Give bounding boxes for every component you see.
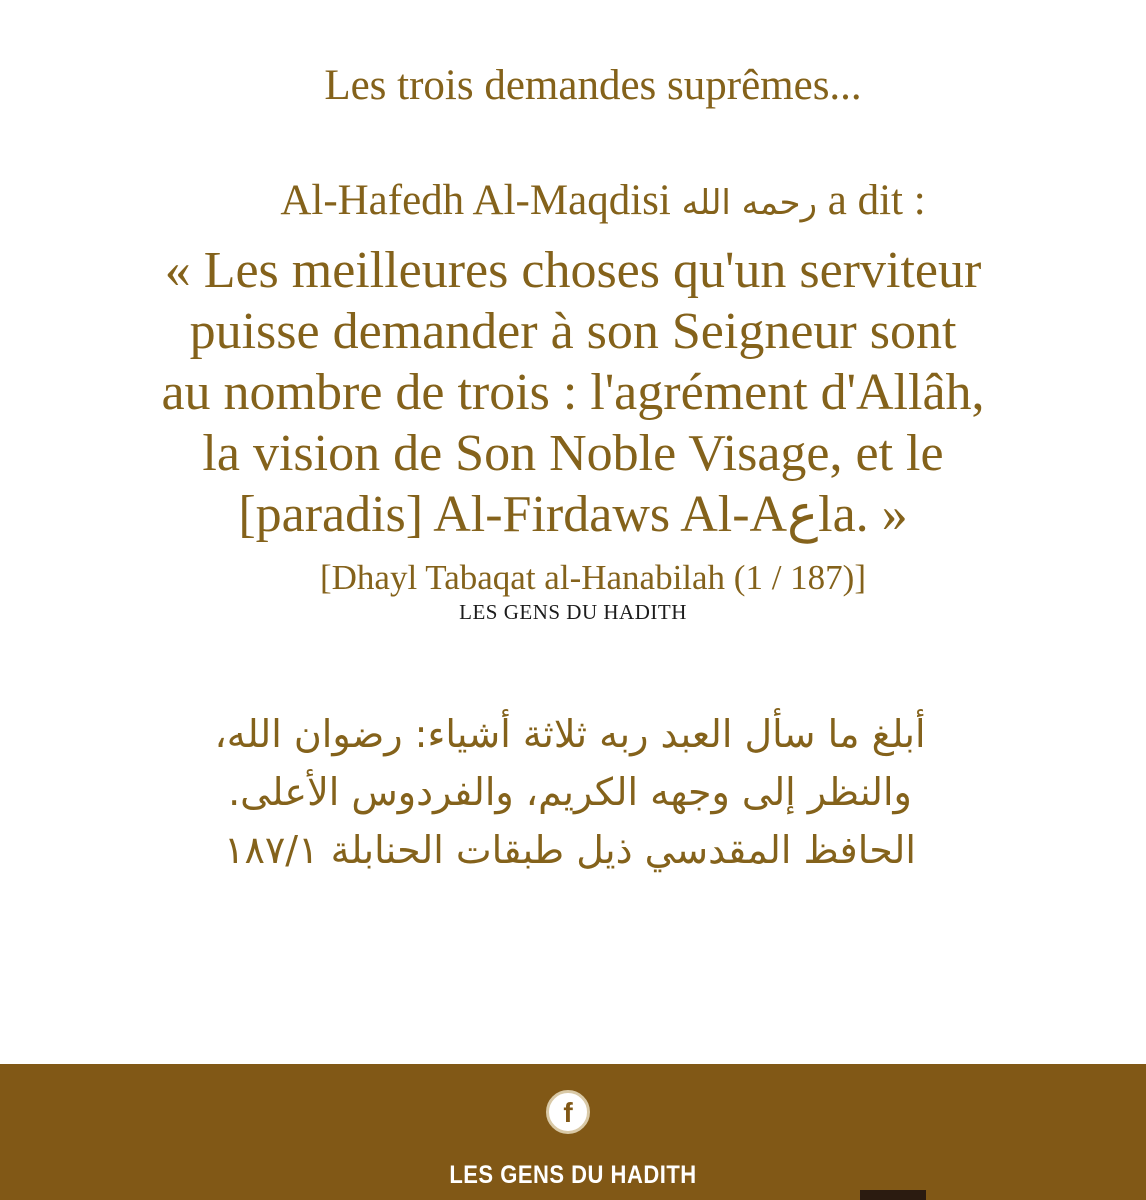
quote-line: puisse demander à son Seigneur sont xyxy=(189,303,957,360)
footer-bar xyxy=(0,1064,1146,1200)
arabic-line: أبلغ ما سأل العبد ربه ثلاثة أشياء: رضوان الله، xyxy=(214,712,926,756)
footer-brand-label: LES GENS DU HADITH xyxy=(449,1160,697,1189)
quote-line: [paradis] Al-Firdaws Al-Aعla. » xyxy=(238,486,908,543)
author-honorific: رحمه الله xyxy=(681,183,817,223)
facebook-glyph: f xyxy=(563,1097,573,1128)
quote-block xyxy=(30,240,1116,545)
quote-line: « Les meilleures choses qu'un serviteur xyxy=(164,242,982,299)
author-said: a dit : xyxy=(827,177,926,224)
quote-line: la vision de Son Noble Visage, et le xyxy=(202,425,944,482)
facebook-icon[interactable] xyxy=(546,1090,590,1134)
source-reference: [Dhayl Tabaqat al-Hanabilah (1 / 187)] xyxy=(319,558,866,597)
quote-line: au nombre de trois : l'agrément d'Allâh, xyxy=(161,364,985,421)
corner-decoration xyxy=(860,1190,926,1200)
arabic-line: الحافظ المقدسي ذيل طبقات الحنابلة ١٨٧/١ xyxy=(224,828,916,872)
arabic-text-block xyxy=(120,705,1020,879)
attribution-line xyxy=(0,176,1146,228)
author-name: Al-Hafedh Al-Maqdisi xyxy=(280,177,671,224)
arabic-line: والنظر إلى وجهه الكريم، والفردوس الأعلى. xyxy=(228,770,912,814)
watermark-text: LES GENS DU HADITH xyxy=(459,600,687,624)
page-title: Les trois demandes suprêmes... xyxy=(324,62,862,109)
